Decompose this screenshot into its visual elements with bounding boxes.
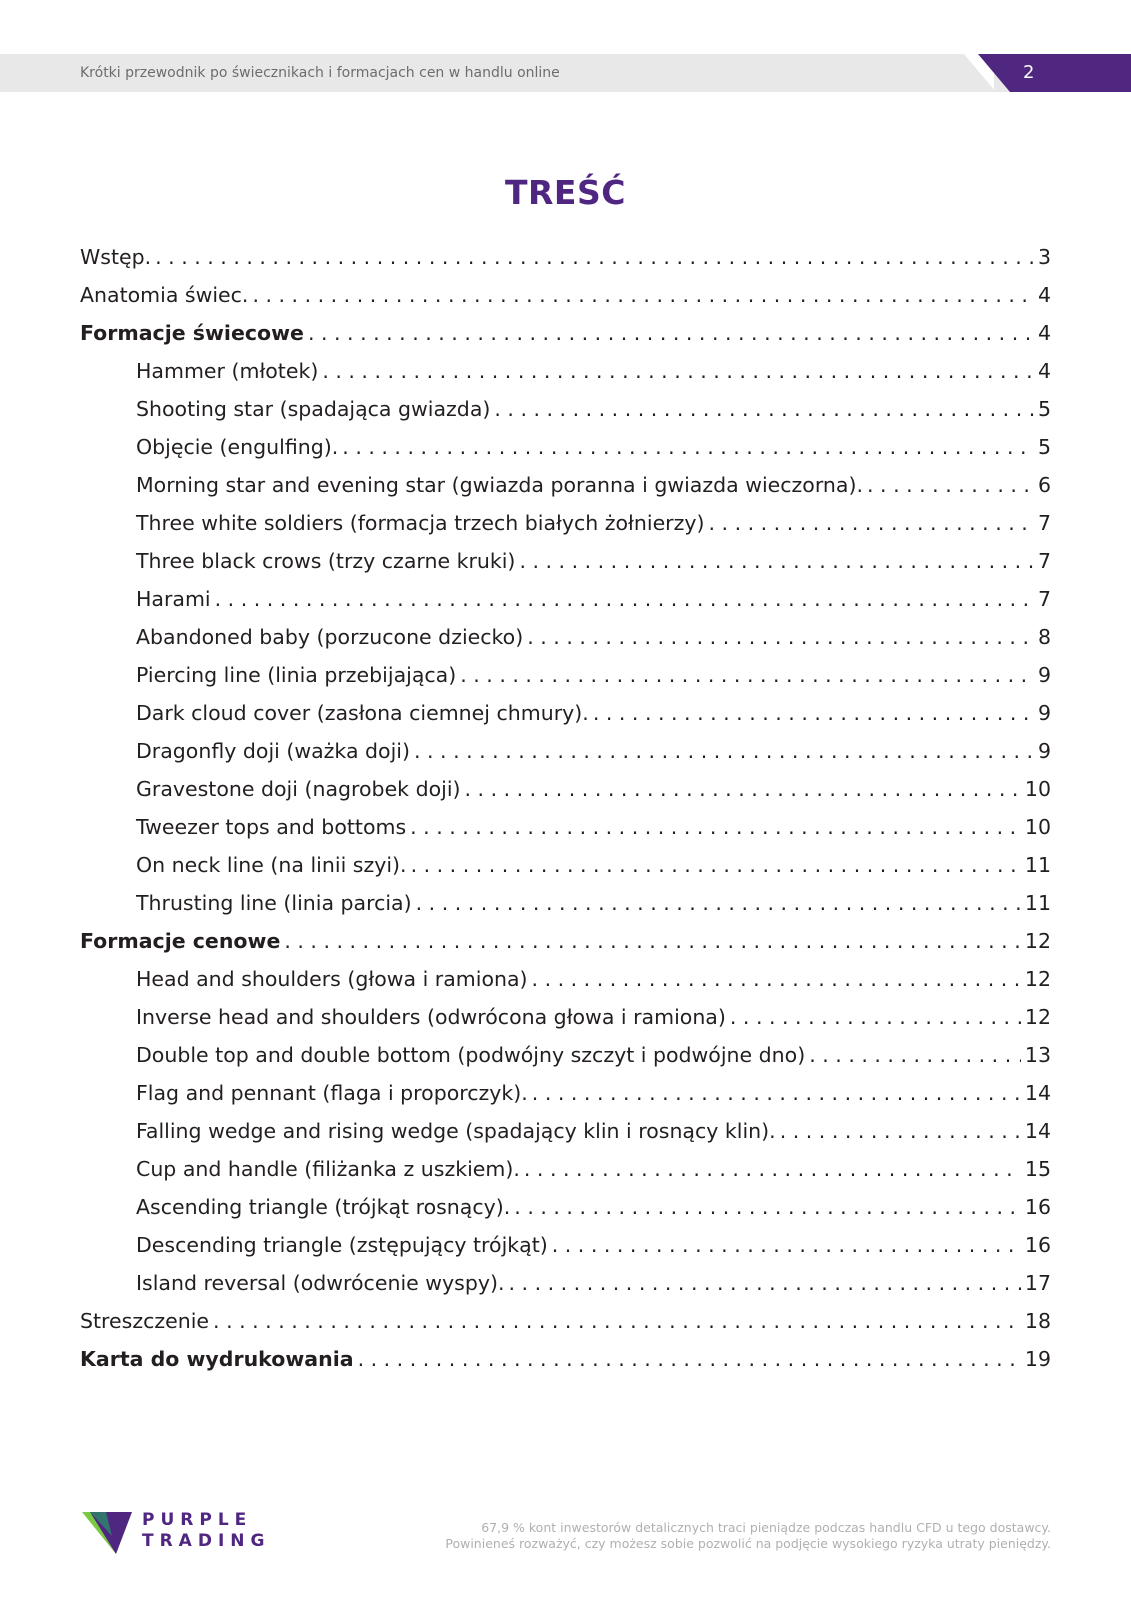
toc-entry[interactable] <box>80 656 1051 694</box>
toc-leader-dots <box>308 321 1034 345</box>
purple-trading-logo <box>82 1510 282 1560</box>
toc-leader-dots <box>809 1043 1021 1067</box>
toc-entry-page: 11 <box>1021 853 1051 877</box>
toc-entry[interactable] <box>80 580 1051 618</box>
toc-entry[interactable] <box>80 428 1051 466</box>
toc-entry[interactable] <box>80 1340 1051 1378</box>
toc-entry-label: Harami <box>136 587 215 611</box>
toc-entry[interactable] <box>80 1150 1051 1188</box>
toc-leader-dots <box>416 891 1021 915</box>
toc-entry[interactable] <box>80 960 1051 998</box>
toc-entry[interactable] <box>80 808 1051 846</box>
toc-entry-page: 7 <box>1034 511 1051 535</box>
toc-entry-page: 12 <box>1021 967 1051 991</box>
toc-entry[interactable] <box>80 1036 1051 1074</box>
toc-leader-dots <box>410 815 1021 839</box>
logo-wordmark <box>142 1510 270 1552</box>
toc-entry-label: Karta do wydrukowania <box>80 1347 358 1371</box>
toc-entry-page: 17 <box>1021 1271 1051 1295</box>
toc-entry-page: 14 <box>1021 1081 1051 1105</box>
toc-leader-dots <box>465 777 1021 801</box>
purple-trading-logo-icon <box>82 1510 132 1556</box>
toc-entry[interactable] <box>80 1112 1051 1150</box>
toc-entry-page: 7 <box>1034 549 1051 573</box>
toc-entry[interactable] <box>80 352 1051 390</box>
toc-entry-label: Anatomia świec. <box>80 283 252 307</box>
toc-entry-label: Objęcie (engulfing). <box>136 435 342 459</box>
toc-leader-dots <box>215 587 1034 611</box>
toc-entry-label: Thrusting line (linia parcia) <box>136 891 416 915</box>
toc-entry[interactable] <box>80 694 1051 732</box>
toc-entry-label: Abandoned baby (porzucone dziecko) <box>136 625 527 649</box>
toc-entry[interactable] <box>80 1264 1051 1302</box>
toc-leader-dots <box>532 1081 1021 1105</box>
toc-entry[interactable] <box>80 276 1051 314</box>
toc-leader-dots <box>532 967 1021 991</box>
toc-entry-page: 12 <box>1021 929 1051 953</box>
toc-entry-page: 5 <box>1034 435 1051 459</box>
toc-leader-dots <box>867 473 1034 497</box>
toc-entry[interactable] <box>80 922 1051 960</box>
toc-leader-dots <box>213 1309 1021 1333</box>
toc-entry-page: 16 <box>1021 1195 1051 1219</box>
toc-entry-label: Hammer (młotek) <box>136 359 322 383</box>
toc-entry-label: On neck line (na linii szyi). <box>136 853 411 877</box>
toc-leader-dots <box>414 739 1034 763</box>
toc-entry[interactable] <box>80 238 1051 276</box>
disclaimer-line-1: 67,9 % kont inwestorów detalicznych traci pieniądze podczas handlu CFD u tego dostawcy. <box>481 1520 1051 1535</box>
toc-entry-label: Streszczenie <box>80 1309 213 1333</box>
risk-disclaimer <box>411 1520 1051 1552</box>
toc-entry-label: Flag and pennant (flaga i proporczyk). <box>136 1081 532 1105</box>
toc-entry-page: 9 <box>1034 663 1051 687</box>
toc-entry-label: Dragonfly doji (ważka doji) <box>136 739 414 763</box>
toc-entry[interactable] <box>80 1074 1051 1112</box>
toc-leader-dots <box>527 625 1034 649</box>
toc-leader-dots <box>460 663 1034 687</box>
toc-entry-page: 6 <box>1034 473 1051 497</box>
toc-leader-dots <box>514 1195 1021 1219</box>
toc-entry-page: 4 <box>1034 359 1051 383</box>
toc-entry[interactable] <box>80 884 1051 922</box>
toc-entry-page: 9 <box>1034 739 1051 763</box>
toc-entry-label: Morning star and evening star (gwiazda poranna i gwiazda wieczorna). <box>136 473 867 497</box>
toc-leader-dots <box>780 1119 1021 1143</box>
toc-entry-label: Ascending triangle (trójkąt rosnący). <box>136 1195 514 1219</box>
toc-entry-page: 16 <box>1021 1233 1051 1257</box>
toc-leader-dots <box>509 1271 1021 1295</box>
toc-entry-label: Cup and handle (filiżanka z uszkiem). <box>136 1157 524 1181</box>
toc-entry[interactable] <box>80 770 1051 808</box>
toc-entry-page: 9 <box>1034 701 1051 725</box>
toc-entry[interactable] <box>80 846 1051 884</box>
toc-leader-dots <box>358 1347 1021 1371</box>
toc-entry[interactable] <box>80 1226 1051 1264</box>
toc-entry[interactable] <box>80 504 1051 542</box>
toc-leader-dots <box>552 1233 1021 1257</box>
running-title: Krótki przewodnik po świecznikach i formacjach cen w handlu online <box>80 65 560 81</box>
toc-entry-page: 19 <box>1021 1347 1051 1371</box>
toc-entry-page: 4 <box>1034 321 1051 345</box>
toc-entry-label: Piercing line (linia przebijająca) <box>136 663 460 687</box>
toc-entry[interactable] <box>80 1188 1051 1226</box>
logo-line-1: PURPLE <box>142 1510 253 1530</box>
logo-line-2: TRADING <box>142 1531 271 1551</box>
toc-entry-page: 12 <box>1021 1005 1051 1029</box>
toc-entry-page: 13 <box>1021 1043 1051 1067</box>
toc-entry-page: 10 <box>1021 777 1051 801</box>
toc-entry-label: Three black crows (trzy czarne kruki) <box>136 549 519 573</box>
toc-entry[interactable] <box>80 314 1051 352</box>
toc-entry[interactable] <box>80 732 1051 770</box>
toc-entry-page: 8 <box>1034 625 1051 649</box>
toc-leader-dots <box>411 853 1021 877</box>
toc-leader-dots <box>593 701 1034 725</box>
page-number: 2 <box>1023 62 1035 83</box>
toc-entry-page: 4 <box>1034 283 1051 307</box>
toc-entry-page: 15 <box>1021 1157 1051 1181</box>
toc-leader-dots <box>155 245 1034 269</box>
toc-entry-page: 11 <box>1021 891 1051 915</box>
toc-leader-dots <box>524 1157 1021 1181</box>
toc-entry-label: Falling wedge and rising wedge (spadający klin i rosnący klin). <box>136 1119 780 1143</box>
toc-entry-page: 14 <box>1021 1119 1051 1143</box>
toc-entry-page: 10 <box>1021 815 1051 839</box>
toc-entry-page: 5 <box>1034 397 1051 421</box>
toc-entry[interactable] <box>80 466 1051 504</box>
toc-entry-label: Tweezer tops and bottoms <box>136 815 410 839</box>
toc-entry-label: Formacje cenowe <box>80 929 284 953</box>
toc-leader-dots <box>322 359 1034 383</box>
toc-entry-label: Head and shoulders (głowa i ramiona) <box>136 967 532 991</box>
toc-entry-label: Descending triangle (zstępujący trójkąt) <box>136 1233 552 1257</box>
toc-entry-label: Three white soldiers (formacja trzech białych żołnierzy) <box>136 511 709 535</box>
page-header <box>0 54 1131 92</box>
toc-entry-page: 3 <box>1034 245 1051 269</box>
toc-leader-dots <box>519 549 1034 573</box>
toc-entry[interactable] <box>80 1302 1051 1340</box>
page-title: TREŚĆ <box>505 173 626 212</box>
toc-leader-dots <box>284 929 1021 953</box>
toc-leader-dots <box>252 283 1034 307</box>
toc-entry[interactable] <box>80 998 1051 1036</box>
table-of-contents <box>80 238 1051 1378</box>
toc-entry-page: 18 <box>1021 1309 1051 1333</box>
toc-leader-dots <box>342 435 1034 459</box>
toc-entry-label: Dark cloud cover (zasłona ciemnej chmury). <box>136 701 593 725</box>
toc-entry-label: Inverse head and shoulders (odwrócona głowa i ramiona) <box>136 1005 730 1029</box>
toc-entry-page: 7 <box>1034 587 1051 611</box>
toc-leader-dots <box>709 511 1034 535</box>
toc-entry[interactable] <box>80 542 1051 580</box>
disclaimer-line-2: Powinieneś rozważyć, czy możesz sobie pozwolić na podjęcie wysokiego ryzyka utraty pieniędzy. <box>445 1536 1051 1551</box>
toc-entry-label: Island reversal (odwrócenie wyspy). <box>136 1271 509 1295</box>
toc-entry[interactable] <box>80 390 1051 428</box>
toc-entry-label: Gravestone doji (nagrobek doji) <box>136 777 465 801</box>
toc-leader-dots <box>494 397 1034 421</box>
toc-entry-label: Double top and double bottom (podwójny szczyt i podwójne dno) <box>136 1043 809 1067</box>
toc-entry-label: Wstęp. <box>80 245 155 269</box>
toc-leader-dots <box>730 1005 1021 1029</box>
toc-entry-label: Shooting star (spadająca gwiazda) <box>136 397 494 421</box>
toc-entry-label: Formacje świecowe <box>80 321 308 345</box>
toc-entry[interactable] <box>80 618 1051 656</box>
